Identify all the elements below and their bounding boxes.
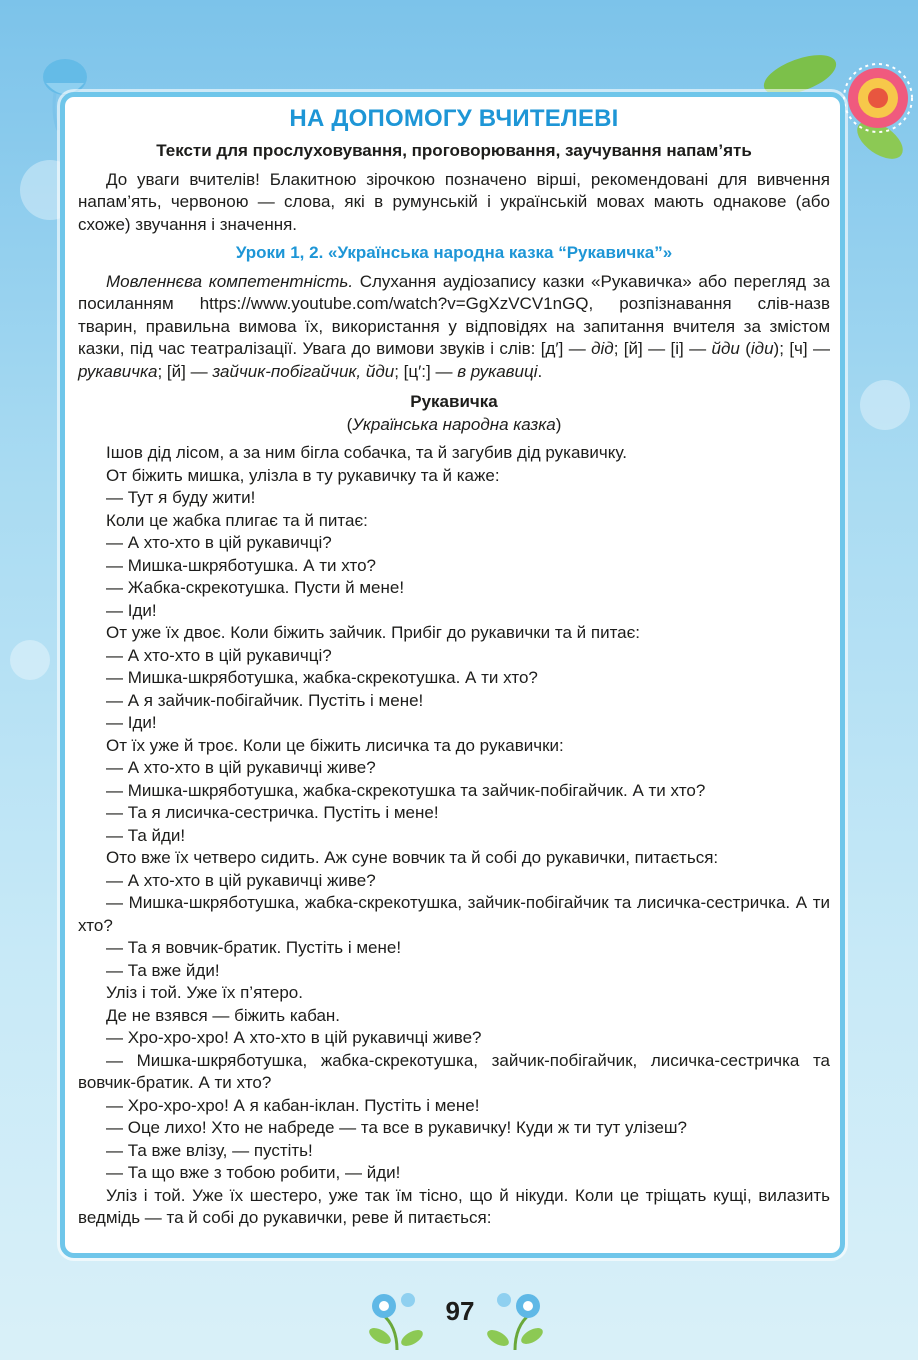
story-paragraph: — Мишка-шкряботушка, жабка-скрекотушка, зайчик-побігайчик, лисичка-сестричка та вовчик-братик. А ти хто? (78, 1050, 830, 1092)
competence-text: Слухання аудіозапису казки «Рукавичка» або перегляд за посиланням https://www.youtube.com/watch?v=GgXzVCV1nGQ, розпізнавання слів-назв тварин, правильна вимова їх, використання у відповідях на запитання вчителя за змістом казки, під час театралізації. Увага до вимови звуків і слів: [д′] — (78, 271, 830, 358)
page-title: НА ДОПОМОГУ ВЧИТЕЛЕВІ (289, 105, 619, 132)
story-line: Уліз і той. Уже їх п’ятеро. (106, 983, 303, 1002)
text-span: ; [й] — [і] — (613, 339, 712, 358)
competence-label: Мовленнєва компетентність. (106, 271, 354, 291)
paren-close: ) (555, 414, 562, 434)
story-paragraph: — Мишка-шкряботушка, жабка-скрекотушка, зайчик-побігайчик та лисичка-сестричка. А ти хто? (78, 893, 830, 935)
story-line: От їх уже й троє. Коли це біжить лисичка та до рукавички: (106, 735, 564, 755)
story-line: — А хто-хто в цій рукавичці? (106, 645, 332, 665)
example-word: іди (750, 339, 774, 358)
text-span: . (537, 361, 543, 381)
story-line: От уже їх двоє. Коли біжить зайчик. Прибіг до рукавички та й питає: (106, 623, 641, 642)
story-line: — Іди! (106, 713, 157, 732)
example-word: йди (711, 339, 740, 358)
story-line: — Та йди! (106, 825, 186, 845)
story-line: — А хто-хто в цій рукавичці? (106, 533, 332, 552)
story-line: — Та вже йди! (106, 960, 220, 980)
page-content (78, 104, 830, 1230)
story-title: Рукавичка (410, 392, 498, 411)
page-subtitle: Тексти для прослуховування, проговорювання, заучування напам’ять (156, 141, 752, 160)
story-line: — Оце лихо! Хто не набреде — та все в рукавичку! Куди ж ти тут улізеш? (106, 1118, 687, 1137)
paren-open: ( (346, 414, 353, 434)
example-word: рукавичка (78, 361, 158, 381)
text-span: ( (739, 339, 751, 358)
story-line: — Та що вже з тобою робити, — йди! (106, 1163, 401, 1182)
text-span: ; [ц′:] — (394, 361, 458, 381)
bokeh-circle (860, 380, 910, 430)
intro-paragraph: До уваги вчителів! Блакитною зірочкою позначено вірші, рекомендовані для вивчення напам’ять, червоною — слова, які в румунській і українській мовах мають однакове (або схоже) звучання і значення. (78, 169, 830, 234)
story-line: Коли це жабка плигає та й питає: (106, 510, 368, 530)
text-span: ); [ч] — (773, 339, 831, 358)
text-span: ; [й] — (157, 361, 213, 381)
story-line: — А хто-хто в цій рукавичці живе? (106, 870, 376, 890)
story-paragraph: Уліз і той. Уже їх шестеро, уже так їм тісно, що й нікуди. Коли це тріщать кущі, вилазить ведмідь — та й собі до рукавички, реве й питається: (78, 1185, 830, 1227)
flower-ornament-icon (362, 1286, 432, 1352)
story-line: — А я зайчик-побігайчик. Пустіть і мене! (106, 690, 424, 710)
story-line: — А хто-хто в цій рукавичці живе? (106, 758, 376, 777)
example-word: зайчик-побігайчик, йди (212, 361, 395, 381)
example-word: дід (591, 339, 614, 358)
example-word: в рукавиці (457, 361, 538, 381)
story-line: — Тут я буду жити! (106, 488, 256, 507)
story-line: — Жабка-скрекотушка. Пусти й мене! (106, 578, 405, 597)
story-line: — Та я лисичка-сестричка. Пустіть і мене! (106, 803, 439, 822)
story-line: Ото вже їх четверо сидить. Аж суне вовчик та й собі до рукавички, питається: (106, 848, 719, 867)
story-line: — Мишка-шкряботушка. А ти хто? (106, 555, 377, 575)
story-line: — Та вже влізу, — пустіть! (106, 1140, 313, 1160)
flower-ornament-icon (480, 1286, 550, 1352)
story-line: — Мишка-шкряботушка, жабка-скрекотушка. А ти хто? (106, 668, 538, 687)
bokeh-circle (10, 640, 50, 680)
story-subtitle-text: Українська народна казка (352, 414, 556, 434)
story-line: — Іди! (106, 600, 157, 620)
story-line: От біжить мишка, улізла в ту рукавичку та й каже: (106, 465, 500, 485)
page-number: 97 (445, 1296, 475, 1326)
story-line: Де не взявся — біжить кабан. (106, 1005, 341, 1025)
lesson-heading: Уроки 1, 2. «Українська народна казка “Рукавичка”» (235, 243, 673, 262)
story-line: — Хро-хро-хро! А хто-хто в цій рукавичці живе? (106, 1028, 482, 1047)
story-line: — Та я вовчик-братик. Пустіть і мене! (106, 938, 402, 957)
lesson-paragraph (78, 271, 830, 384)
story-line: — Мишка-шкряботушка, жабка-скрекотушка та зайчик-побігайчик. А ти хто? (106, 780, 706, 800)
story-line: — Хро-хро-хро! А я кабан-іклан. Пустіть і мене! (106, 1095, 480, 1115)
story-line: Ішов дід лісом, а за ним бігла собачка, та й загубив дід рукавичку. (106, 443, 627, 462)
story-subtitle (78, 414, 830, 437)
